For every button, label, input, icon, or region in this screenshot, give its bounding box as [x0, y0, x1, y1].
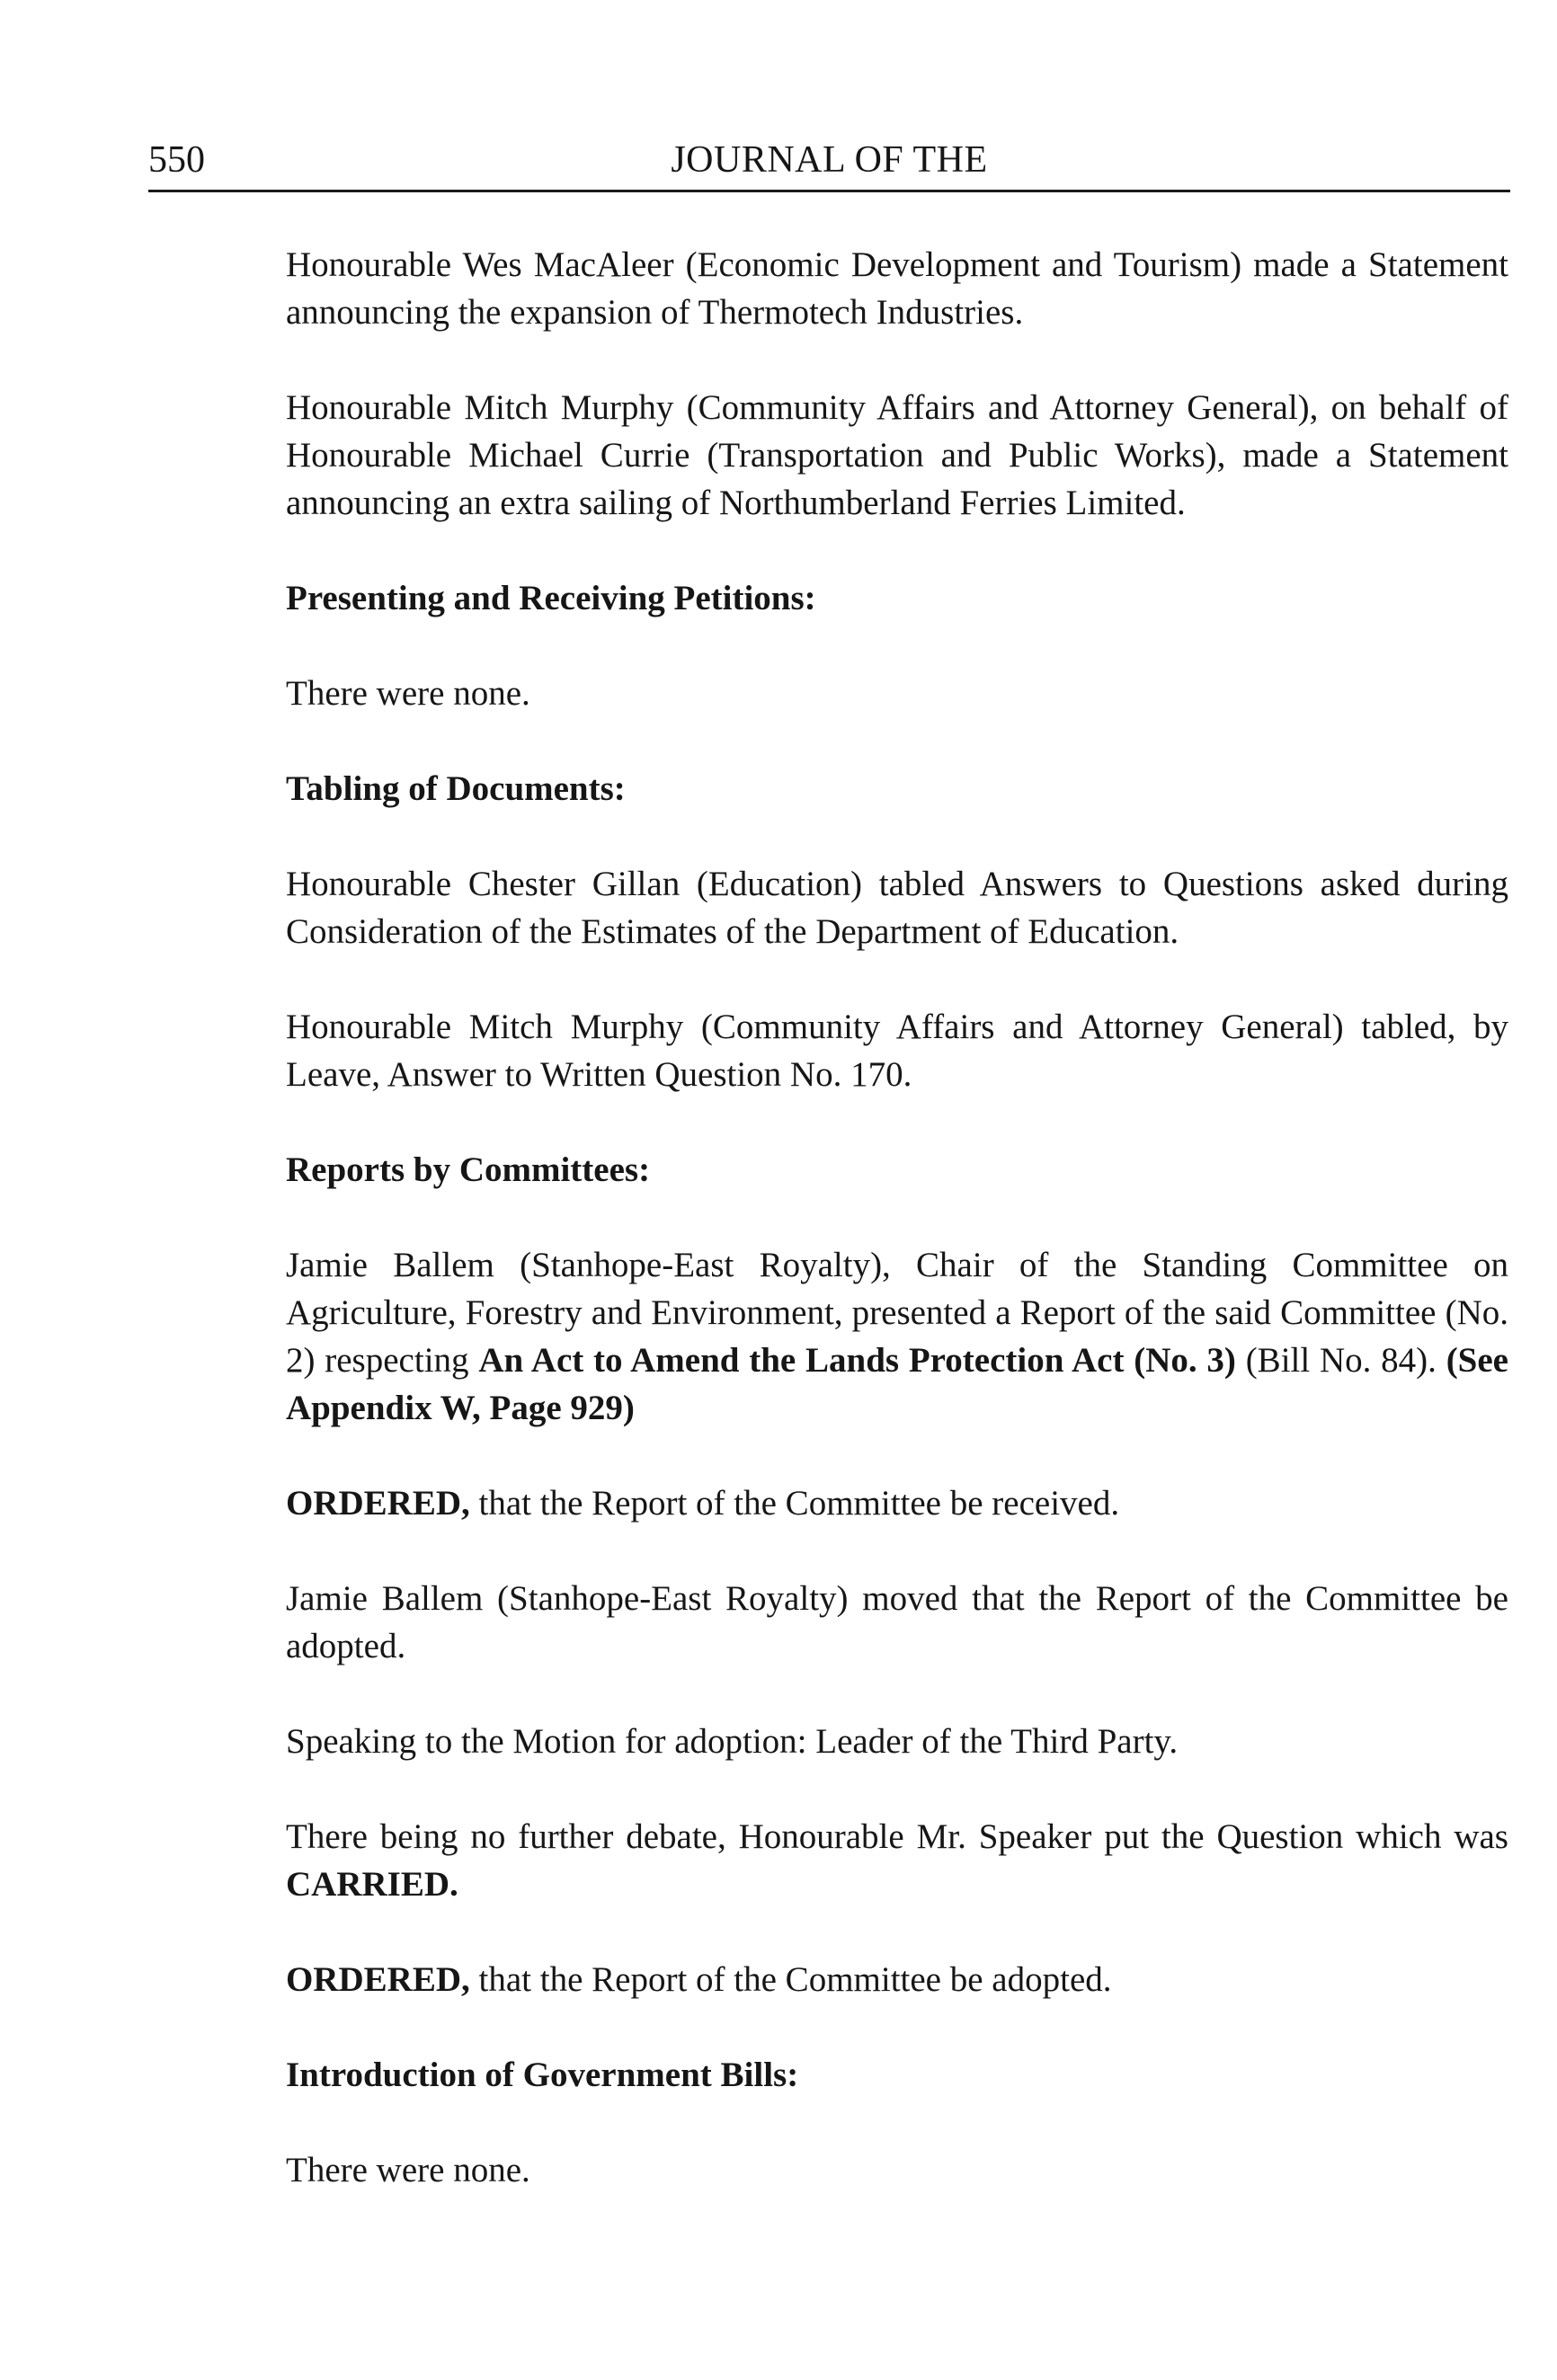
bill-title: An Act to Amend the Lands Protection Act (No. 3)	[478, 1341, 1236, 1380]
tabling-gillan: Honourable Chester Gillan (Education) tabled Answers to Questions asked during Consideration of the Estimates of the Department of Education.	[286, 865, 1508, 951]
petitions-text: There were none.	[286, 674, 530, 713]
order-text: that the Report of the Committee be adopted.	[469, 1960, 1112, 1999]
order-received	[286, 1479, 1508, 1527]
speaking-to-motion: Speaking to the Motion for adoption: Leader of the Third Party.	[286, 1722, 1179, 1761]
question-text: There being no further debate, Honourable Mr. Speaker put the Question which was	[286, 1817, 1508, 1856]
heading-government-bills: Introduction of Government Bills:	[286, 2056, 799, 2094]
heading-petitions: Presenting and Receiving Petitions:	[286, 579, 816, 617]
ordered-keyword: ORDERED,	[286, 1484, 470, 1523]
page-header	[148, 137, 1510, 194]
running-head: JOURNAL OF THE	[671, 139, 988, 181]
order-adopted	[286, 1956, 1508, 2003]
order-text: that the Report of the Committee be received.	[469, 1484, 1120, 1523]
heading-reports: Reports by Committees:	[286, 1150, 651, 1189]
heading-tabling: Tabling of Documents:	[286, 769, 626, 808]
header-rule	[148, 190, 1510, 192]
tabling-murphy: Honourable Mitch Murphy (Community Affairs and Attorney General) tabled, by Leave, Answer to Written Question No. 170.	[286, 1008, 1508, 1094]
question-put	[286, 1813, 1508, 1908]
report-lead: Jamie Ballem (Stanhope-East Royalty), Chair of the Standing Committee on Agriculture, Forestry and Environment, presented a Report of the said Committee (No. 2) respecting	[286, 1246, 1508, 1380]
page-number: 550	[148, 139, 205, 181]
appendix-reference: (See Appendix W, Page 929)	[286, 1341, 1508, 1427]
ordered-keyword: ORDERED,	[286, 1960, 470, 1999]
statement-macaleer: Honourable Wes MacAleer (Economic Development and Tourism) made a Statement announcing the expansion of Thermotech Industries.	[286, 245, 1508, 332]
bill-number: (Bill No. 84).	[1235, 1341, 1446, 1380]
journal-body	[286, 241, 1508, 2242]
committee-report	[286, 1241, 1508, 1432]
government-bills-text: There were none.	[286, 2151, 530, 2189]
motion-adopt: Jamie Ballem (Stanhope-East Royalty) moved that the Report of the Committee be adopted.	[286, 1579, 1508, 1665]
question-result: CARRIED.	[286, 1865, 458, 1904]
statement-murphy: Honourable Mitch Murphy (Community Affairs and Attorney General), on behalf of Honourable Michael Currie (Transportation and Public Works), made a Statement announcing an extra sailing of Northumberland Ferries Limited.	[286, 388, 1508, 522]
